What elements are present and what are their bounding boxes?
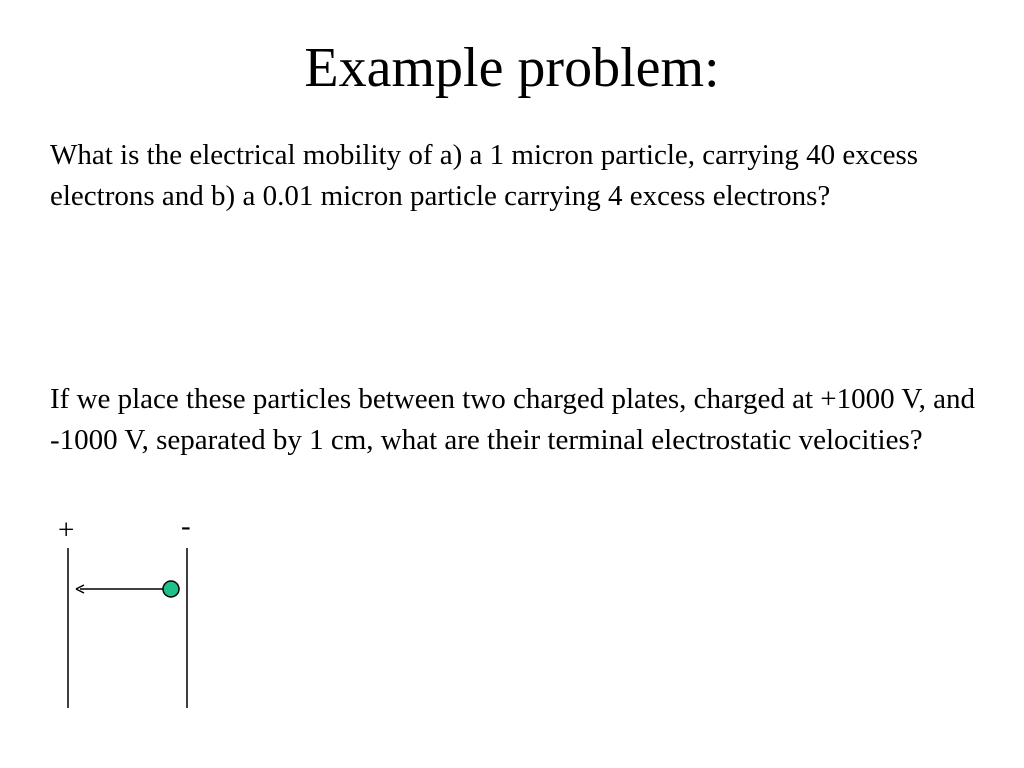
- slide-title: Example problem:: [304, 37, 720, 99]
- velocity-arrow-head: [76, 585, 84, 593]
- positive-plate-label: +: [58, 514, 75, 546]
- negative-plate-label: -: [181, 510, 191, 542]
- charged-particle: [163, 581, 179, 597]
- question-velocity: If we place these particles between two charged plates, charged at +1000 V, and -1000 V, separated by 1 cm, what are their terminal electrostatic velocities?: [50, 383, 975, 456]
- question-mobility: What is the electrical mobility of a) a 1 micron particle, carrying 40 excess electrons and b) a 0.01 micron particle carrying 4 excess electrons?: [50, 139, 919, 212]
